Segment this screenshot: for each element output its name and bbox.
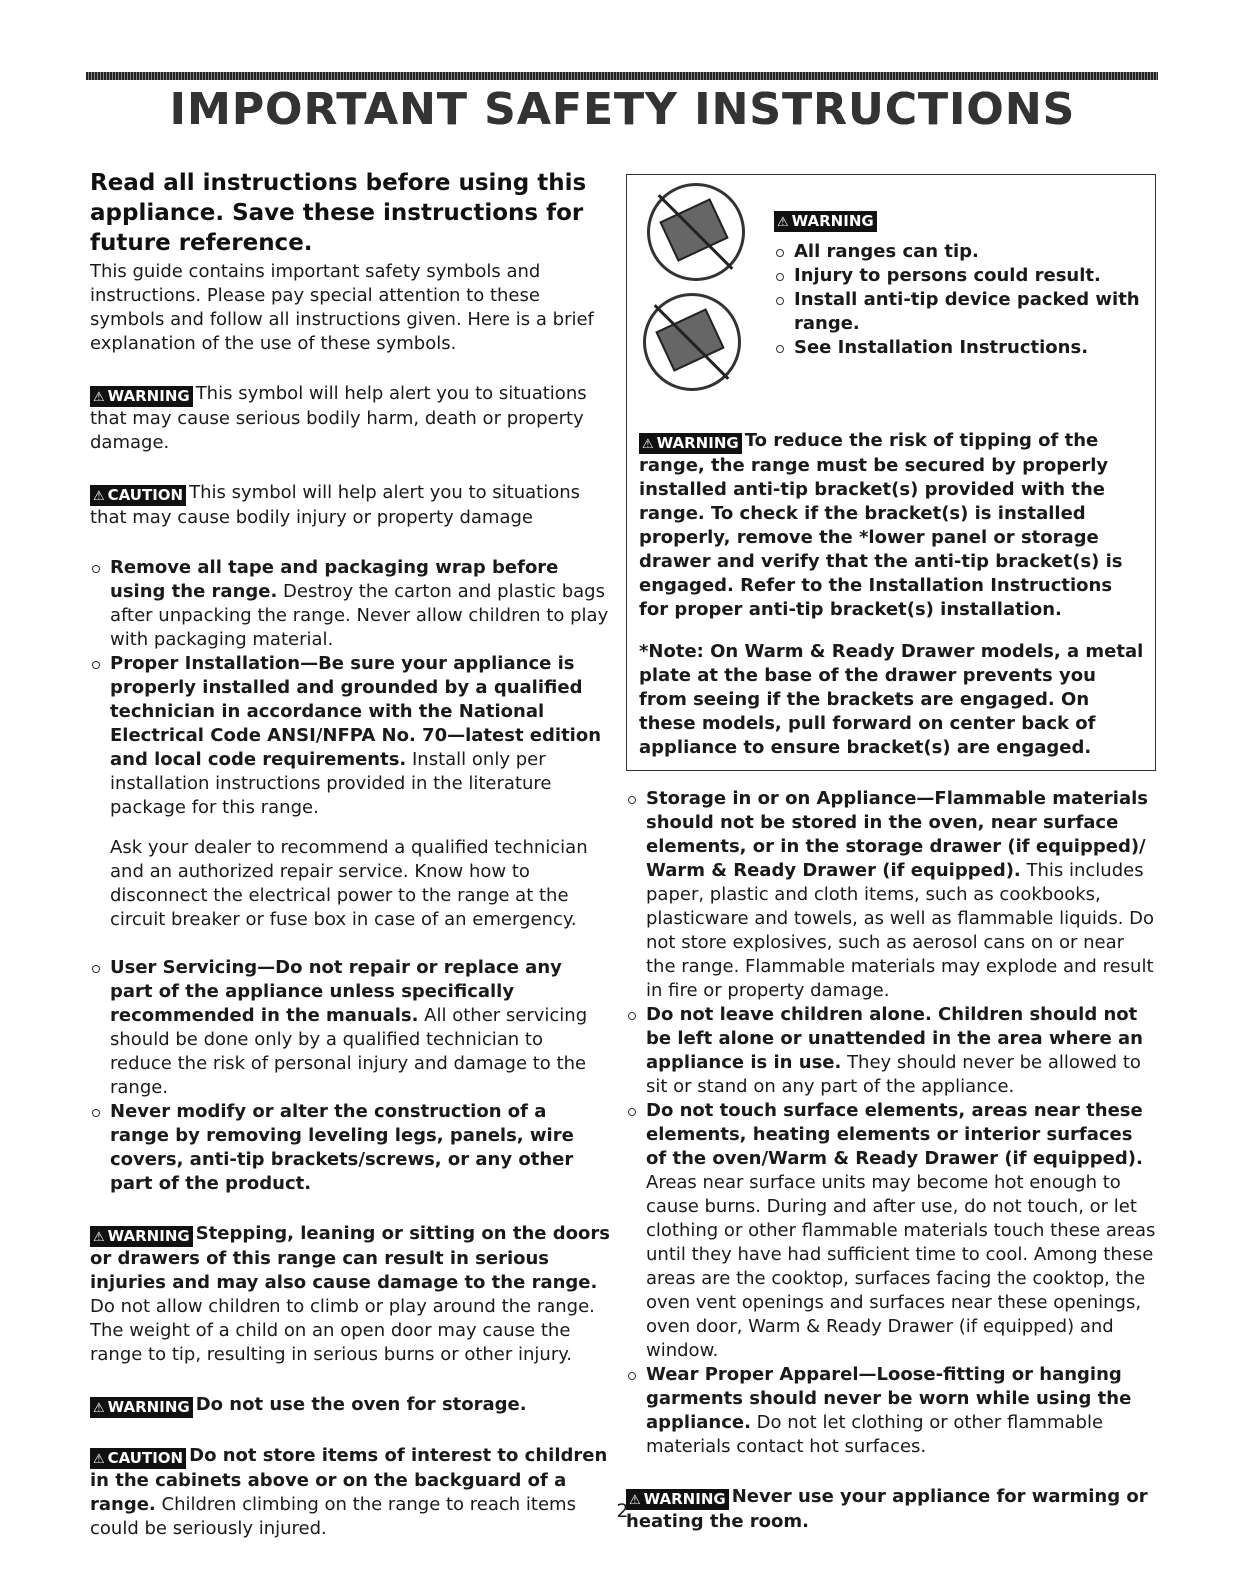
anti-tip-warning: ⚠ WARNING To reduce the risk of tipping of the range, the range must be secured by properly installed anti-tip bracket(s) provided with the range. To check if the bracket(s) is installed properly, remove the *lower panel or storage drawer and verify that the anti-tip bracket(s) is engaged. Refer to the Installation Instructions for proper anti-tip bracket(s) installation. bbox=[639, 430, 1123, 620]
dealer-note: Ask your dealer to recommend a qualified technician and an authorized repair service. Know how to disconnect the electrical power to the range at the circuit breaker or fuse box in case of an emergency. bbox=[110, 837, 588, 930]
right-column bbox=[626, 174, 1156, 1548]
alert-triangle-icon: ⚠ bbox=[93, 1230, 105, 1245]
range-tip-icon bbox=[643, 293, 741, 391]
range-tip-icon bbox=[647, 183, 745, 281]
caution-symbol-explanation: ⚠ CAUTION This symbol will help alert you to situations that may cause bodily injury or property damage bbox=[90, 482, 581, 528]
caution-badge: ⚠ CAUTION bbox=[90, 1448, 186, 1469]
tip-bullets bbox=[774, 240, 1145, 360]
anti-tip-warning-box bbox=[626, 174, 1156, 771]
stepping-warning: ⚠ WARNING Stepping, leaning or sitting on the doors or drawers of this range can result in serious injuries and may also cause damage to the range. Do not allow children to climb or play around the range. The weight of a child on an open door may cause the range to tip, resulting in serious burns or other injury. bbox=[90, 1223, 610, 1365]
alert-triangle-icon: ⚠ bbox=[642, 437, 654, 452]
warning-symbol-explanation: ⚠ WARNING This symbol will help alert you to situations that may cause serious bodily harm, death or property damage. bbox=[90, 383, 587, 453]
alert-triangle-icon: ⚠ bbox=[93, 489, 105, 504]
left-column bbox=[90, 168, 610, 1555]
alert-triangle-icon: ⚠ bbox=[777, 215, 789, 230]
list-item: Remove all tape and packaging wrap before using the range. Destroy the carton and plastic bags after unpacking the range. Never allow children to play with packaging material. bbox=[90, 556, 610, 652]
children-caution: ⚠ CAUTION Do not store items of interest to children in the cabinets above or on the backguard of a range. Children climbing on the range to reach items could be seriously injured. bbox=[90, 1445, 608, 1539]
list-item: Install anti-tip device packed with range. bbox=[774, 288, 1145, 336]
servicing-bullets bbox=[90, 956, 610, 1196]
list-item: All ranges can tip. bbox=[774, 240, 1145, 264]
alert-triangle-icon: ⚠ bbox=[93, 390, 105, 405]
list-item: Wear Proper Apparel—Loose-fitting or hanging garments should never be worn while using the appliance. Do not let clothing or other flammable materials contact hot surfaces. bbox=[626, 1363, 1156, 1459]
warning-badge: ⚠ WARNING bbox=[639, 433, 742, 454]
caution-badge: ⚠ CAUTION bbox=[90, 485, 186, 506]
list-item: Do not leave children alone. Children should not be left alone or unattended in the area where an appliance is in use. They should never be allowed to sit or stand on any part of the appliance. bbox=[626, 1003, 1156, 1099]
tip-row bbox=[639, 183, 1145, 403]
page-number: 2 bbox=[616, 1500, 629, 1522]
page-title: IMPORTANT SAFETY INSTRUCTIONS bbox=[169, 84, 1076, 135]
alert-triangle-icon: ⚠ bbox=[93, 1401, 105, 1416]
warning-badge: ⚠ WARNING bbox=[90, 1397, 193, 1418]
warning-badge: ⚠ WARNING bbox=[90, 1226, 193, 1247]
list-item: Never modify or alter the construction of a range by removing leveling legs, panels, wire covers, anti-tip brackets/screws, or any other part of the product. bbox=[90, 1100, 610, 1196]
tip-list bbox=[774, 183, 1145, 360]
list-item: Storage in or on Appliance—Flammable materials should not be stored in the oven, near surface elements, or in the storage drawer (if equipped)/ Warm & Ready Drawer (if equipped). This includes paper, plastic and cloth items, such as cookbooks, plasticware and towels, as well as flammable liquids. Do not store explosives, such as aerosol cans on or near the range. Flammable materials may explode and result in fire or property damage. bbox=[626, 787, 1156, 1003]
warning-badge: ⚠ WARNING bbox=[90, 386, 193, 407]
storage-warning: ⚠ WARNING Do not use the oven for storage. bbox=[90, 1393, 610, 1418]
tip-icons bbox=[639, 183, 774, 403]
list-item: Injury to persons could result. bbox=[774, 264, 1145, 288]
right-bullets bbox=[626, 787, 1156, 1459]
list-item: See Installation Instructions. bbox=[774, 336, 1145, 360]
list-item: Do not touch surface elements, areas near these elements, heating elements or interior surfaces of the oven/Warm & Ready Drawer (if equipped). Areas near surface units may become hot enough to cause burns. During and after use, do not touch, or let clothing or other flammable materials touch these areas until they have had sufficient time to cool. Among these areas are the cooktop, surfaces facing the cooktop, the oven vent openings and surfaces near these openings, oven door, Warm & Ready Drawer (if equipped) and window. bbox=[626, 1099, 1156, 1363]
warning-badge: ⚠ WARNING bbox=[774, 211, 877, 232]
installation-bullets bbox=[90, 556, 610, 820]
intro-heading: Read all instructions before using this appliance. Save these instructions for future reference. bbox=[90, 170, 587, 256]
intro-body: This guide contains important safety symbols and instructions. Please pay special attention to these symbols and follow all instructions given. Here is a brief explanation of the use of these symbols. bbox=[90, 261, 594, 354]
top-rule bbox=[86, 72, 1158, 80]
list-item: Proper Installation—Be sure your appliance is properly installed and grounded by a qualified technician in accordance with the National Electrical Code ANSI/NFPA No. 70—latest edition and local code requirements. Install only per installation instructions provided in the literature package for this range. bbox=[90, 652, 610, 820]
anti-tip-note: *Note: On Warm & Ready Drawer models, a metal plate at the base of the drawer prevents you from seeing if the brackets are engaged. On these models, pull forward on center back of appliance to ensure bracket(s) are engaged. bbox=[639, 641, 1144, 758]
warning-badge: ⚠ WARNING bbox=[626, 1489, 729, 1510]
alert-triangle-icon: ⚠ bbox=[93, 1452, 105, 1467]
heating-warning: ⚠ WARNING Never use your appliance for warming or heating the room. bbox=[626, 1486, 1148, 1532]
list-item: User Servicing—Do not repair or replace any part of the appliance unless specifically recommended in the manuals. All other servicing should be done only by a qualified technician to reduce the risk of personal injury and damage to the range. bbox=[90, 956, 610, 1100]
alert-triangle-icon: ⚠ bbox=[629, 1493, 641, 1508]
